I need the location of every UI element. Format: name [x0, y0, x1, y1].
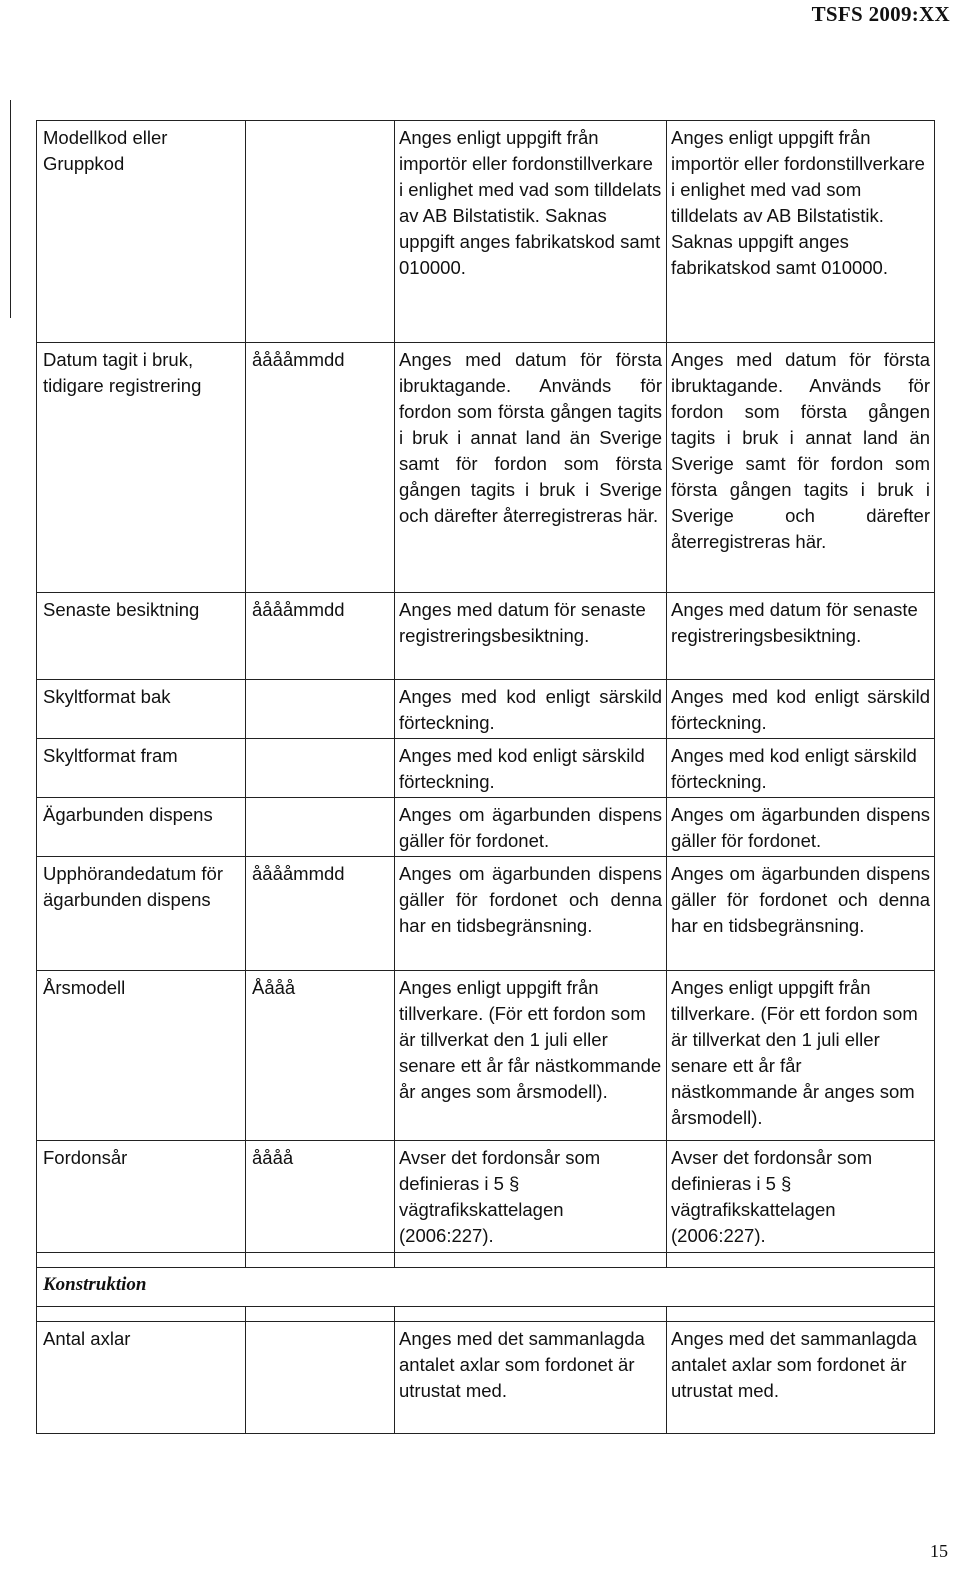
- document-code: TSFS 2009:XX: [811, 2, 950, 26]
- table-row: [37, 593, 935, 680]
- spacer-cell: [37, 1307, 246, 1322]
- margin-change-bar: [10, 100, 11, 318]
- field-name: Senaste besiktning: [37, 593, 246, 680]
- field-description-alt: Avser det fordonsår som definieras i 5 § vägtrafikskattelagen (2006:227).: [667, 1141, 935, 1253]
- field-format: Åååå: [246, 971, 395, 1141]
- field-description: Anges med datum för senaste registreringsbesiktning.: [395, 593, 667, 680]
- field-format: [246, 1322, 395, 1434]
- table-row: [37, 1141, 935, 1253]
- field-format: [246, 680, 395, 739]
- field-name: Upphörandedatum för ägarbunden dispens: [37, 857, 246, 971]
- table-row: [37, 798, 935, 857]
- field-description: Anges med kod enligt särskild förteckning.: [395, 680, 667, 739]
- field-description-alt: Anges med datum för senaste registreringsbesiktning.: [667, 593, 935, 680]
- page-number: 15: [930, 1541, 948, 1561]
- field-description: Anges med det sammanlagda antalet axlar som fordonet är utrustat med.: [395, 1322, 667, 1434]
- field-description-alt: Anges med det sammanlagda antalet axlar som fordonet är utrustat med.: [667, 1322, 935, 1434]
- field-description-alt: Anges enligt uppgift från importör eller fordonstillverkare i enlighet med vad som tilldelats av AB Bilstatistik. Saknas uppgift anges fabrikatskod samt 010000.: [667, 121, 935, 343]
- spacer-cell: [246, 1307, 395, 1322]
- field-description: Anges enligt uppgift från importör eller fordonstillverkare i enlighet med vad som tilldelats av AB Bilstatistik. Saknas uppgift anges fabrikatskod samt 010000.: [395, 121, 667, 343]
- field-format: ååååmmdd: [246, 857, 395, 971]
- field-name: Årsmodell: [37, 971, 246, 1141]
- table-row: [37, 343, 935, 593]
- table-row: [37, 1322, 935, 1434]
- field-format: åååå: [246, 1141, 395, 1253]
- field-description: Anges om ägarbunden dispens gäller för fordonet och denna har en tidsbegränsning.: [395, 857, 667, 971]
- spacer-cell: [395, 1307, 667, 1322]
- field-name: Datum tagit i bruk, tidigare registrering: [37, 343, 246, 593]
- field-specification-table: [36, 120, 935, 1434]
- spacer-row: [37, 1253, 935, 1268]
- field-name: Modellkod eller Gruppkod: [37, 121, 246, 343]
- field-description-alt: Anges med kod enligt särskild förteckning.: [667, 739, 935, 798]
- table-row: [37, 739, 935, 798]
- table-row: [37, 121, 935, 343]
- table-row: [37, 680, 935, 739]
- field-format: [246, 798, 395, 857]
- field-description-alt: Anges med datum för första ibruktagande. Används för fordon som första gången tagits i bruk i annat land än Sverige samt för fordon som första gången tagits i bruk i Sverige och därefter återregistreras här.: [667, 343, 935, 593]
- field-name: Skyltformat bak: [37, 680, 246, 739]
- section-title: Konstruktion: [43, 1274, 147, 1295]
- field-description: Anges med kod enligt särskild förteckning.: [395, 739, 667, 798]
- spacer-cell: [667, 1307, 935, 1322]
- field-description-alt: Anges med kod enligt särskild förteckning.: [667, 680, 935, 739]
- spacer-row: [37, 1307, 935, 1322]
- section-header-cell: [37, 1268, 935, 1307]
- field-name: Fordonsår: [37, 1141, 246, 1253]
- field-format: [246, 121, 395, 343]
- field-name: Ägarbunden dispens: [37, 798, 246, 857]
- field-description-alt: Anges om ägarbunden dispens gäller för fordonet.: [667, 798, 935, 857]
- spacer-cell: [246, 1253, 395, 1268]
- field-format: ååååmmdd: [246, 593, 395, 680]
- field-format: ååååmmdd: [246, 343, 395, 593]
- field-description-alt: Anges enligt uppgift från tillverkare. (För ett fordon som är tillverkat den 1 juli eller senare ett år får nästkommande år anges som årsmodell).: [667, 971, 935, 1141]
- table-row: [37, 971, 935, 1141]
- section-header-row: [37, 1268, 935, 1307]
- field-name: Skyltformat fram: [37, 739, 246, 798]
- field-description: Anges om ägarbunden dispens gäller för fordonet.: [395, 798, 667, 857]
- field-name: Antal axlar: [37, 1322, 246, 1434]
- field-description: Avser det fordonsår som definieras i 5 § vägtrafikskattelagen (2006:227).: [395, 1141, 667, 1253]
- field-format: [246, 739, 395, 798]
- table-row: [37, 857, 935, 971]
- spacer-cell: [395, 1253, 667, 1268]
- spacer-cell: [37, 1253, 246, 1268]
- field-description: Anges med datum för första ibruktagande. Används för fordon som första gången tagits i bruk i annat land än Sverige samt för fordon som första gången tagits i bruk i Sverige och därefter återregistreras här.: [395, 343, 667, 593]
- spacer-cell: [667, 1253, 935, 1268]
- field-description: Anges enligt uppgift från tillverkare. (För ett fordon som är tillverkat den 1 juli eller senare ett år får nästkommande år anges som årsmodell).: [395, 971, 667, 1141]
- field-description-alt: Anges om ägarbunden dispens gäller för fordonet och denna har en tidsbegränsning.: [667, 857, 935, 971]
